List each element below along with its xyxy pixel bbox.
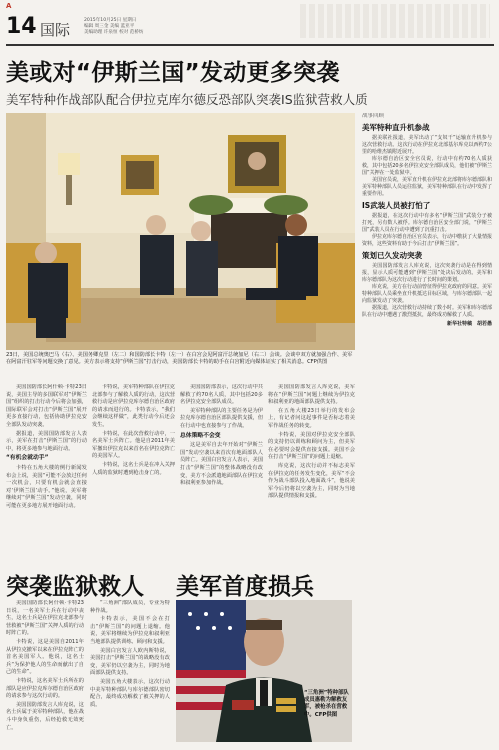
article2-column-2 [90,600,170,744]
paragraph: 这是美军自去年开始对“伊斯兰国”发动空袭以来首次有地面部队人员阵亡。美国白宫发言人表示，美国打击“伊斯兰国”的整体战略没有改变，美方不会派遣地面部队在伊拉克和叙利亚参加作战。 [180,442,263,487]
sidebar-heading: 美军特种直升机参战 [362,123,430,132]
paragraph: 据报道，美国国防部发言人表示，美军在打击“伊斯兰国”的行动中，将更多地参与地面行动。 [6,430,87,452]
paragraph: 据报道，这次营救行动持续了数小时。美军和库尔德部队在行动中遭遇了激烈抵抗，最终成功解救了人质。 [362,305,492,318]
soldier-photo-illustration [176,600,352,742]
article2-column-1 [6,600,84,744]
paragraph: 库克说，美方在行动前曾征得伊拉克政府的同意。美军特种部队人员乘坐直升机抵达目标区域，与库尔德部队一起向监狱发动了突袭。 [362,284,492,304]
paragraph: 美军特种部队的主要任务是为伊拉克库尔德自治区部队提供支援，但在行动中也直接参与了作战。 [180,407,263,429]
article-column-3 [180,384,263,560]
article-byline: 新华社特稿 胡若愚 [446,321,492,327]
paragraph: 美国国防部发言人库克说，美军将在“伊斯兰国”问题上继续为伊拉克和叙利亚的地面部队提供支持。 [268,384,355,406]
article-column-1 [6,384,87,560]
header-decoration [300,4,490,38]
second-headline-left: 突袭监狱救人 [6,574,144,600]
paragraph: 在五角大楼23日举行的发布会上，有记者问这起事件是否标志着美军作战任务的转变。 [268,407,355,429]
paragraph: 美国国防部表示，这次行动中共解救了约70名人质，其中包括20多名伊拉克安全部队成员。 [180,384,263,406]
page-meta [84,18,234,36]
section-subheading: “有机会就动手” [6,455,49,462]
section-name: 国际 [40,21,71,39]
paragraph: 美国国防部发言人库克说，这次突袭行动是在得到情报，显示人质可能遭到“伊斯兰国”处决后发动的。美军和库尔德部队为这次行动进行了长时间的策划。 [362,263,492,283]
main-subheadline: 美军特种作战部队配合伊拉克库尔德反恐部队突袭IS监狱营救人质 [6,92,368,107]
paragraph: 卡特说，美军特种部队在伊拉克北部参与了解救人质的行动，这次营救行动是应伊拉克库尔德自治区政府的请求而进行的。卡特表示，“我们会继续这样做”，此类行动今后还会发生。 [92,384,175,428]
header-rule [6,44,494,46]
paragraph: 美国官员说，美军直升机在伊拉克北部将库尔德部队和美军特种部队人员运往监狱，美军特种部队在行动中发挥了重要作用。 [362,177,492,197]
paragraph: “三角洲”部队成员，专业为特种作战。 [90,600,170,614]
article-column-4 [268,384,355,560]
newspaper-logo: A [6,2,12,10]
page-number: 14 [6,14,37,39]
paragraph: 伊拉克库尔德自治区官员表示，行动中缴获了大量情报资料，这些资料有助于今后打击“伊斯兰国”。 [362,234,492,247]
second-headline-right: 美军首度损兵 [176,574,314,600]
paragraph: 卡特表示，美国不会在打击“伊斯兰国”的问题上退缩。他说，美军将继续为伊拉克和叙利亚当地部队提供训练、顾问和支援。 [90,616,170,645]
paragraph: 卡特说，美国对伊拉克安全部队的支持仍以训练和顾问为主，但美军在必要时会提供直接支援。美国不会在打击“伊斯兰国”的问题上退缩。 [268,431,355,461]
sidebar-column [362,113,492,743]
paragraph: 库尔德自治区安全官员说，行动中有约70名人质获救，其中包括20多名伊拉克安全部队成员，他们被“伊斯兰国”关押在一处监狱中。 [362,156,492,176]
meta-line: 编辑 周三金 美编 蓝亚平 [84,24,135,29]
paragraph: 卡特说，这名美军士兵所在的部队是应伊拉克库尔德自治区政府的请求参与这次行动的。 [6,677,84,700]
paragraph: 美国国防部发言人库克说，这名士兵属于美军特种部队，他在战斗中身负重伤，后经抢救无效死亡。 [6,701,84,731]
photo-caption-soldier: “三角洲”特种部队成员惠勒为解救友军，被枪杀在营救中。CFP供图 [304,690,349,718]
sidebar-tag: 战事回顾 [362,113,385,119]
paragraph: 卡特在五角大楼的例行新闻发布会上说，美国“可能不会放过任何一次机会，只要有机会就会直接对‘伊斯兰国’动手。”他说，美军将继续对“伊斯兰国”发动空袭，同时可能在更多地方展开地面行动。 [6,464,87,509]
paragraph: 卡特说，这是美国自2011年从伊拉克撤军以来在伊拉克阵亡的首名美国军人。他说，这名士兵“为保护他人的生命而献出了自己的生命”。 [6,638,84,676]
sidebar-heading: 策划已久发动突袭 [362,251,422,260]
paragraph: 美国白宫发言人欧内斯特说，美国打击“伊斯兰国”的战略没有改变，美军仍以空袭为主，同时为地面部队提供支持。 [90,647,170,677]
main-headline: 美或对“伊斯兰国”发动更多突袭 [6,60,340,86]
article-column-2 [92,384,175,560]
section-subheading: 总体策略不会变 [180,432,221,439]
paragraph: 据美联社报道，美军出动了“支奴干”运输直升机参与这次营救行动。这次行动在伊拉克北部基尔库克以西约7公里的哈维杰镇附近展开。 [362,135,492,155]
news-photo-soldier [176,600,352,742]
page-header [0,0,499,44]
paragraph: 美国五角大楼表示，这次行动中美军特种部队与库尔德部队密切配合，最终成功解救了被关押的人质。 [90,678,170,708]
meta-line: 美编助理 许泉恒 校对 范桥纺 [84,30,144,35]
paragraph: 库克说，这次行动并不标志美军在伊拉克的任务发生变化，美军“不会作为战斗部队投入地面战斗”，他说美军今后仍将以空袭为主，同时为当地部队提供情报和支援。 [268,462,355,500]
paragraph: 美国国防部长阿什顿·卡特23日说，美国主导的多国联军对“伊斯兰国”组织的打击行动今后将会加强，国际联军会对打击“伊斯兰国”展开更多直接行动，包括协助伊拉克安全部队发动突袭。 [6,384,87,428]
sidebar-heading: IS武装人员被打怕了 [362,201,431,210]
news-photo-meeting [6,113,355,350]
paragraph: 卡特说，在此次营救行动中，一名美军士兵阵亡。他是自2011年美军撤出伊拉克以来首名在伊拉克阵亡的美国军人。 [92,430,175,460]
meeting-photo-illustration [6,113,355,350]
meta-line: 2015年10月25日 星期日 [84,18,137,23]
photo-caption-meeting: 23日，美国总统奥巴马（右）、美国务卿克里（左二）和国防部长卡特（左一）在白宫会见阿富汗总统加尼（右二）会谈。会谈中双方就加强合作、美军在阿富汗驻军等问题交换了意见。美方表示将支持“伊斯兰国”打击行动，美国防部长卡特的助手在白宫附近向媒体证实了相关消息。CFP供图 [6,352,353,365]
paragraph: 卡特说，这名士兵是在冲入关押人质的监狱时遭到枪击身亡的。 [92,461,175,476]
paragraph: 美国国防部长阿什顿·卡特23日说，一名美军士兵在行动中丧生，这名士兵是在伊拉克北部参与营救被“伊斯兰国”关押人质的行动时阵亡的。 [6,600,84,637]
paragraph: 据报道，在这次行动中有多名“伊斯兰国”武装分子被打死，另有数人被俘。库尔德自治区安全部门说，“伊斯兰国”武装人员在行动中遭到了沉重打击。 [362,213,492,233]
